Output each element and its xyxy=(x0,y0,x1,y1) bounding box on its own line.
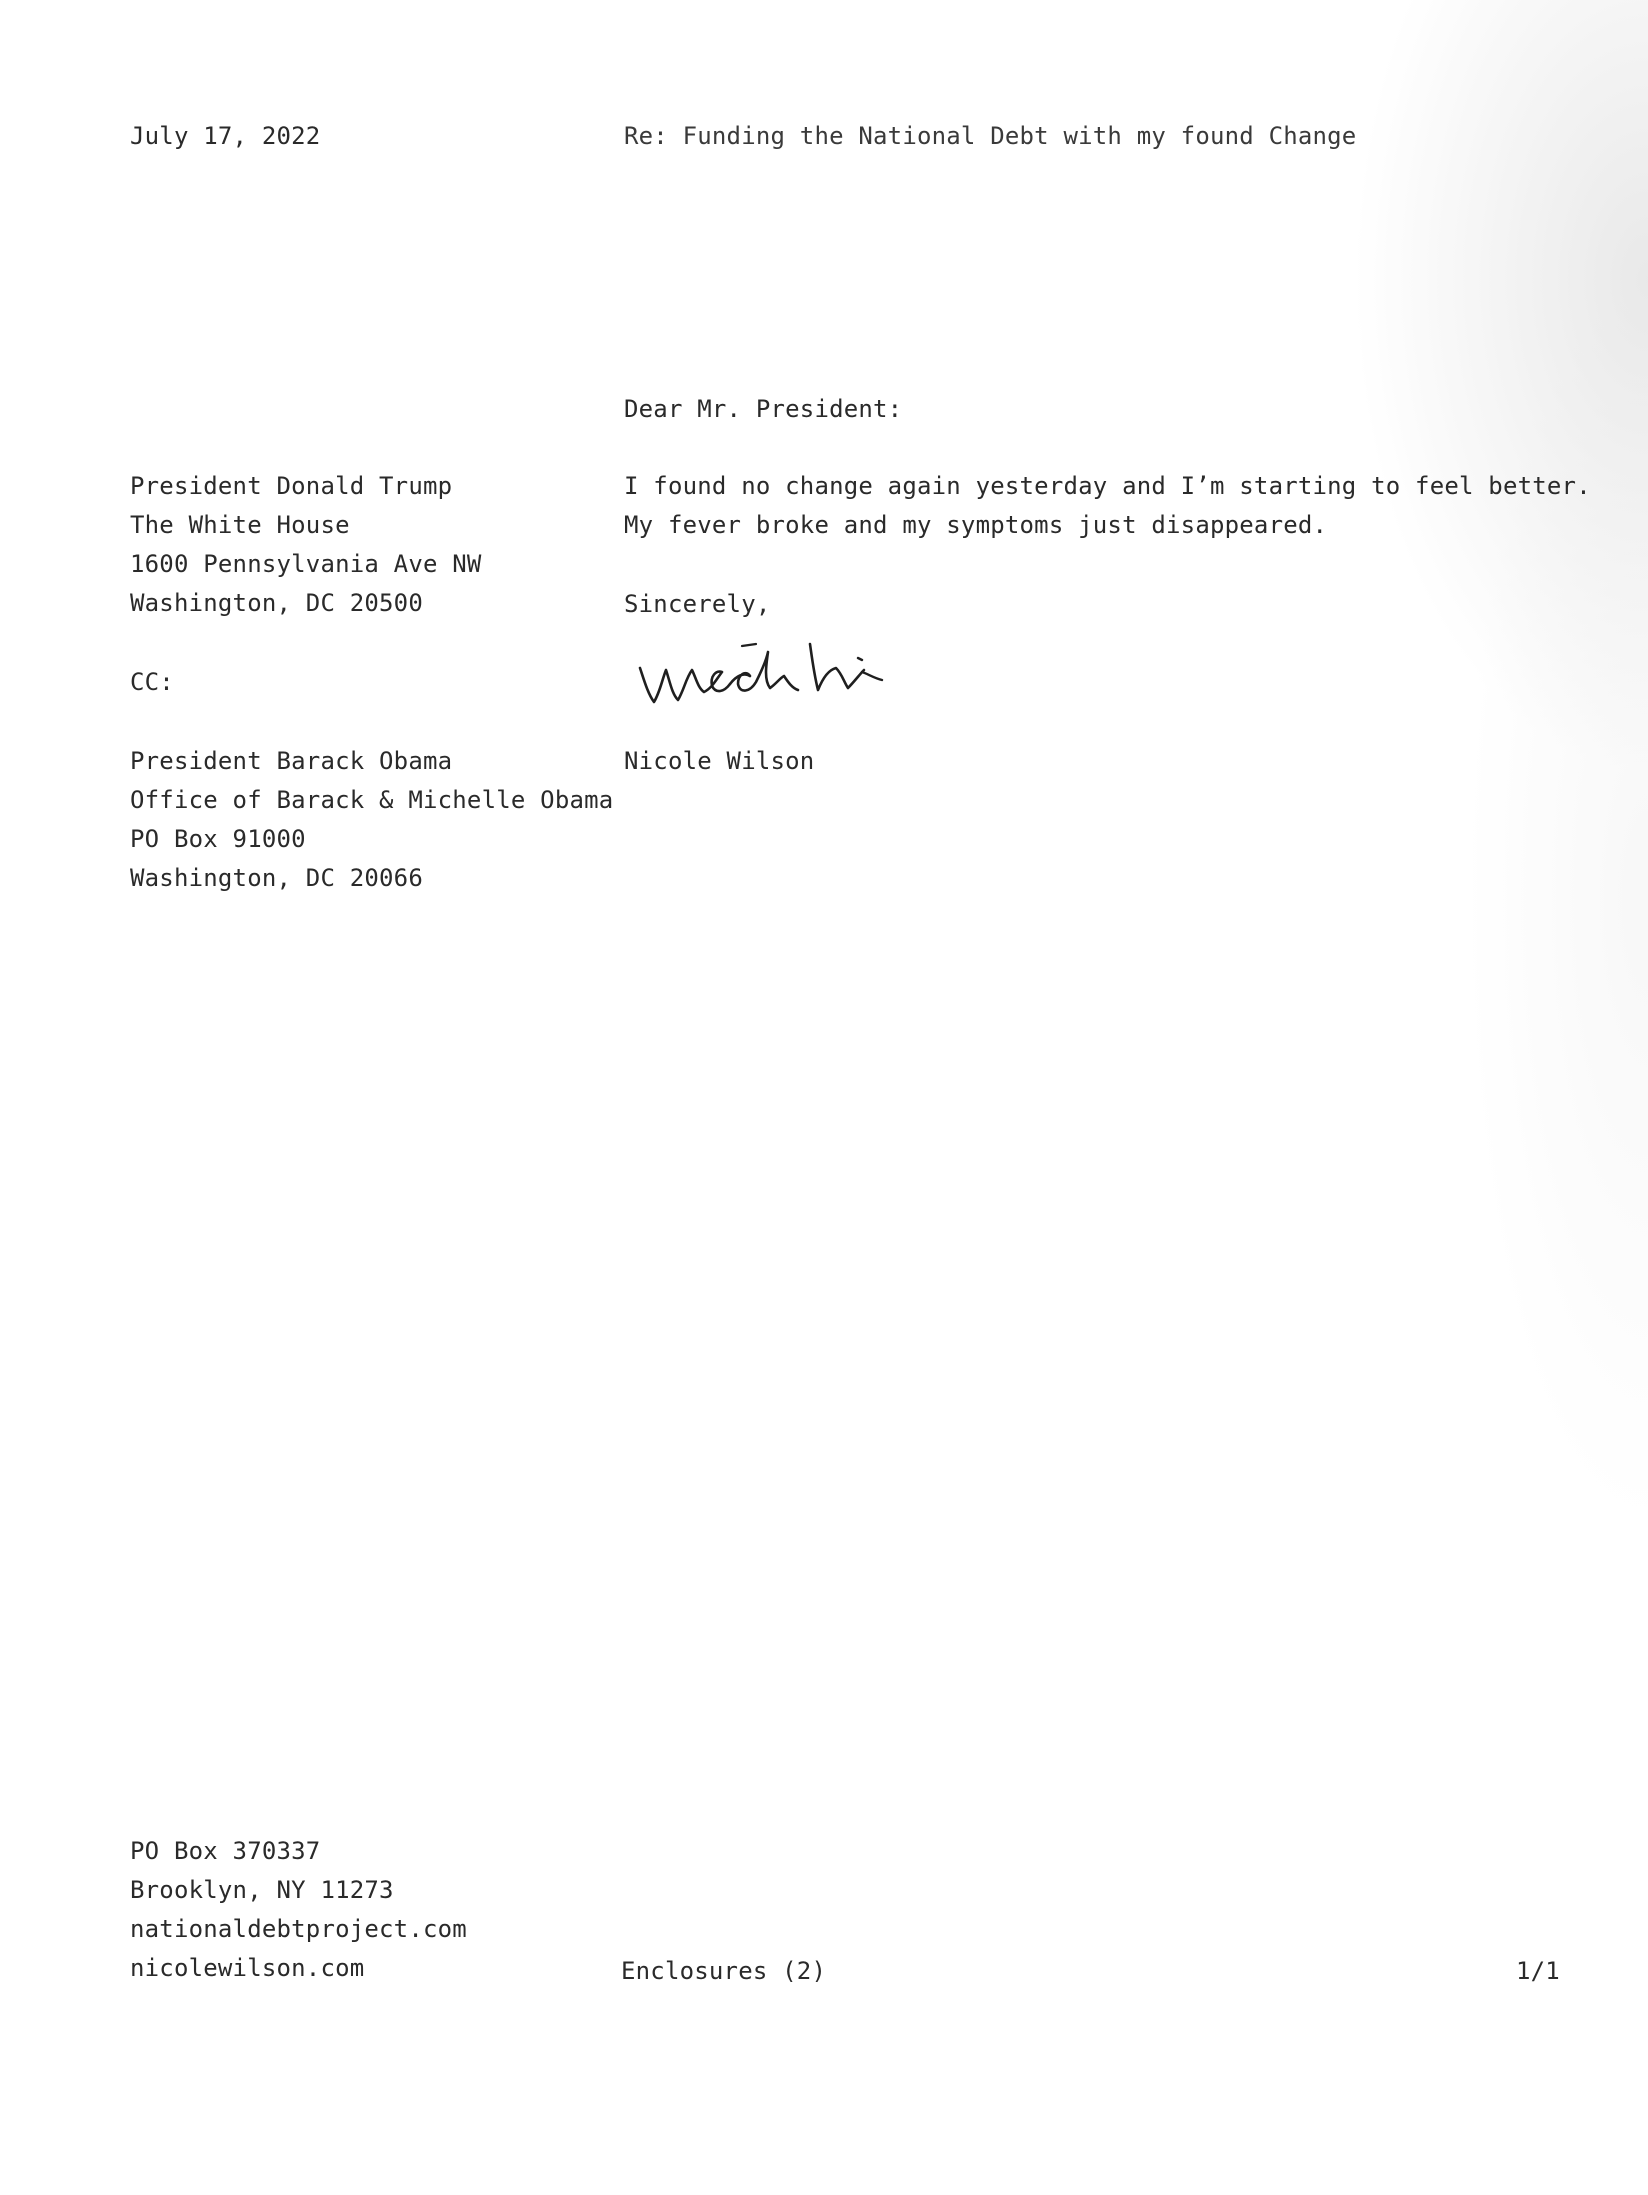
sender-line: nationaldebtproject.com xyxy=(130,1915,467,1943)
page-number: 1/1 xyxy=(1516,1957,1560,1985)
closing: Sincerely, xyxy=(624,590,771,618)
sender-line: nicolewilson.com xyxy=(130,1954,365,1982)
signer-name: Nicole Wilson xyxy=(624,747,815,775)
salutation: Dear Mr. President: xyxy=(624,395,903,423)
sender-line: PO Box 370337 xyxy=(130,1837,321,1865)
cc-line: PO Box 91000 xyxy=(130,825,306,853)
body-line: My fever broke and my symptoms just disappeared. xyxy=(624,511,1328,539)
letter-date: July 17, 2022 xyxy=(130,122,321,150)
recipient-line: Washington, DC 20500 xyxy=(130,589,423,617)
body-line: I found no change again yesterday and I’m starting to feel better. xyxy=(624,472,1591,500)
cc-line: Office of Barack & Michelle Obama xyxy=(130,786,614,814)
cc-label: CC: xyxy=(130,668,174,696)
cc-line: Washington, DC 20066 xyxy=(130,864,423,892)
enclosures-note: Enclosures (2) xyxy=(621,1957,827,1985)
sender-address xyxy=(130,1832,467,1988)
recipient-line: President Donald Trump xyxy=(130,472,453,500)
cc-line: President Barack Obama xyxy=(130,747,453,775)
cc-address xyxy=(130,742,613,898)
sender-line: Brooklyn, NY 11273 xyxy=(130,1876,394,1904)
letter-body xyxy=(624,467,1591,545)
letter-subject: Re: Funding the National Debt with my found Change xyxy=(624,122,1357,150)
recipient-line: 1600 Pennsylvania Ave NW xyxy=(130,550,482,578)
handwritten-signature xyxy=(632,622,952,722)
recipient-address xyxy=(130,467,482,623)
recipient-line: The White House xyxy=(130,511,350,539)
